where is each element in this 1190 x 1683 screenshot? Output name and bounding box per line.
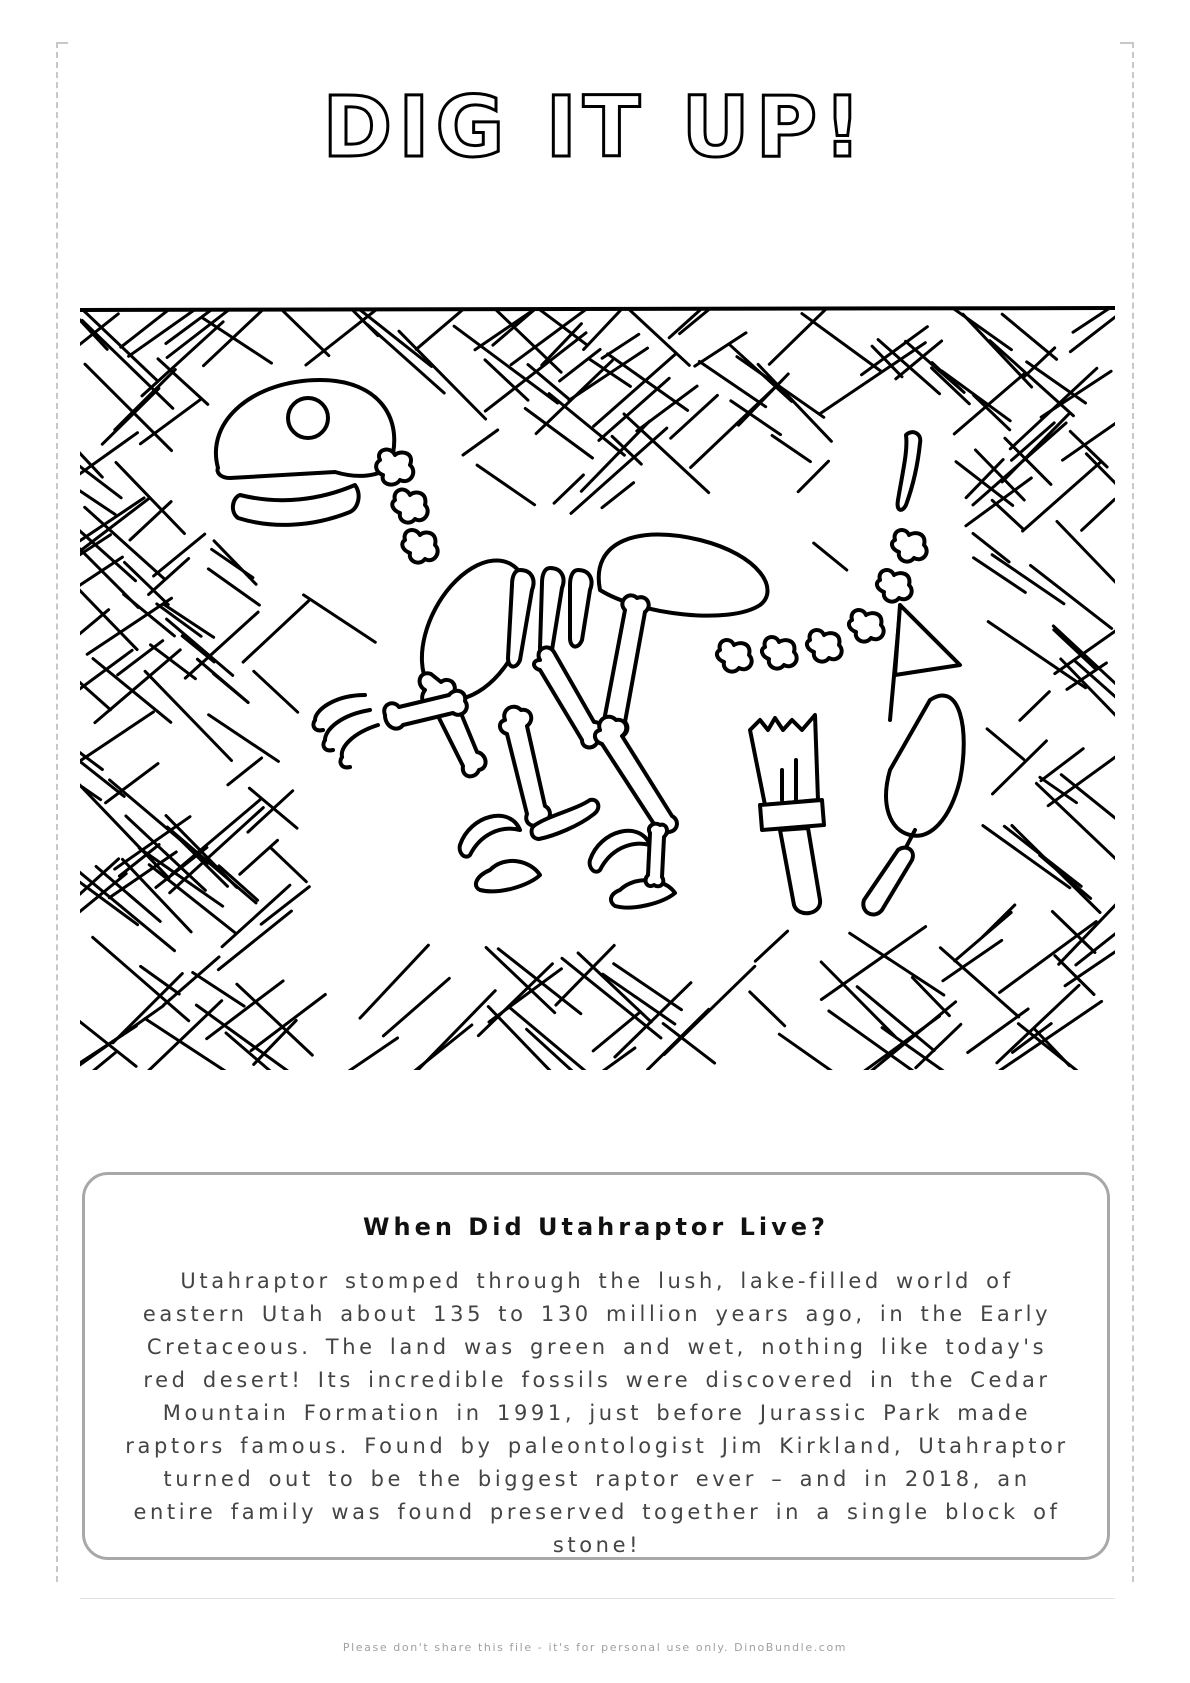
- hatch-stroke: [243, 601, 308, 662]
- hatch-stroke: [329, 1038, 398, 1070]
- hatch-stroke: [755, 931, 787, 961]
- hatch-stroke: [549, 394, 624, 456]
- hatch-stroke: [121, 300, 193, 347]
- hatch-stroke: [594, 353, 677, 426]
- cut-line-left: [56, 42, 58, 1582]
- footer-divider: [80, 1598, 1115, 1599]
- hatch-stroke: [739, 374, 789, 425]
- hatch-stroke: [1040, 855, 1091, 898]
- hatch-stroke: [554, 475, 583, 503]
- hatch-stroke: [172, 800, 260, 875]
- hatch-stroke: [399, 331, 486, 419]
- hatch-stroke: [1023, 462, 1102, 532]
- hatch-stroke: [772, 436, 810, 462]
- hatch-stroke: [992, 555, 1064, 604]
- hatch-stroke: [304, 595, 376, 642]
- hatch-stroke: [593, 1012, 640, 1051]
- hatch-stroke: [209, 715, 279, 762]
- hatch-stroke: [383, 978, 449, 1036]
- hatch-stroke: [579, 1048, 635, 1070]
- hatch-stroke: [1020, 692, 1049, 721]
- ground-line: [80, 308, 1115, 310]
- hatch-stroke: [154, 534, 205, 576]
- hatch-stroke: [973, 533, 1009, 562]
- hatch-stroke: [222, 885, 290, 947]
- hatch-stroke: [228, 758, 262, 785]
- footer-notice: Please don't share this file - it's for personal use only. DinoBundle.com: [342, 1641, 848, 1654]
- hatch-stroke: [983, 905, 1015, 937]
- paintbrush-icon: [750, 715, 824, 913]
- hatch-stroke: [1031, 565, 1112, 628]
- hatch-stroke: [821, 927, 925, 1000]
- hatch-stroke: [240, 840, 278, 874]
- hatch-stroke: [254, 671, 298, 712]
- hatch-stroke: [493, 300, 553, 345]
- hatch-stroke: [115, 370, 176, 430]
- hatch-stroke: [1082, 499, 1115, 530]
- hatch-stroke: [1036, 783, 1115, 868]
- dig-site-illustration: [80, 300, 1115, 1070]
- hatch-stroke: [80, 314, 118, 352]
- dinosaur-skeleton-icon: [216, 380, 927, 908]
- hatch-stroke: [779, 1034, 852, 1070]
- hatch-stroke: [602, 334, 639, 358]
- hatch-stroke: [974, 558, 1026, 593]
- hatch-stroke: [208, 569, 259, 605]
- info-body: Utahraptor stomped through the lush, lake-filled world of eastern Utah about 135 to 130 million years ago, in the Early Cretaceous. The land was green and wet, nothing like today's red desert! Its incredible fossils were discovered in the Cedar Mountain Formation in 1991, just before Jurassic Park made raptors famous. Found by paleontologist Jim Kirkland, Utahraptor turned out to be the biggest raptor ever – and in 2018, an entire family was found preserved together in a single block of stone!: [125, 1269, 1069, 1557]
- hatch-stroke: [954, 374, 1024, 434]
- hatch-stroke: [193, 973, 244, 1007]
- hatch-stroke: [990, 341, 1074, 416]
- hatch-stroke: [80, 498, 149, 576]
- cut-mark-top-right: [1120, 42, 1132, 44]
- hatch-stroke: [615, 983, 691, 1057]
- hatch-stroke: [680, 300, 724, 334]
- hatch-stroke: [80, 785, 169, 879]
- hatch-stroke: [542, 324, 582, 366]
- hatch-stroke: [1002, 314, 1056, 359]
- hatch-stroke: [80, 656, 111, 710]
- hatch-stroke: [750, 992, 785, 1026]
- info-box: [82, 1172, 1110, 1560]
- hatch-stroke: [669, 300, 714, 338]
- hatch-stroke: [1061, 775, 1115, 827]
- hatch-stroke: [988, 622, 1085, 688]
- hatch-stroke: [145, 671, 231, 760]
- hatch-stroke: [527, 1029, 600, 1070]
- hatch-stroke: [850, 933, 944, 995]
- hatch-stroke: [251, 995, 325, 1051]
- trowel-icon: [863, 695, 963, 914]
- hatch-stroke: [488, 1007, 576, 1070]
- hatch-stroke: [987, 729, 1024, 760]
- hatch-stroke: [271, 848, 307, 882]
- info-heading: When Did Utahraptor Live?: [363, 1213, 829, 1241]
- hatch-stroke: [602, 483, 634, 508]
- hatch-stroke: [509, 1007, 601, 1070]
- cut-line-right: [1132, 42, 1134, 1582]
- hatch-stroke: [664, 966, 755, 1054]
- hatch-stroke: [1018, 1024, 1077, 1070]
- hatch-stroke: [814, 543, 847, 570]
- hatch-stroke: [1048, 757, 1115, 806]
- hatch-stroke: [518, 300, 586, 344]
- hatch-stroke: [932, 363, 961, 390]
- hatch-stroke: [80, 1006, 163, 1070]
- hatch-stroke: [1057, 522, 1115, 611]
- hatch-stroke: [758, 364, 831, 441]
- hatch-stroke: [164, 957, 219, 1005]
- hatch-stroke: [599, 378, 669, 440]
- hatch-stroke: [248, 791, 293, 832]
- hatch-stroke: [158, 359, 208, 405]
- hatch-stroke: [83, 1052, 116, 1070]
- page-title: DIG IT UP!: [322, 78, 868, 176]
- hatch-stroke: [477, 465, 534, 505]
- hatch-stroke: [463, 430, 498, 455]
- hatch-stroke: [798, 461, 828, 492]
- hatch-stroke: [141, 966, 180, 994]
- cut-mark-top-left: [56, 42, 68, 44]
- hatch-stroke: [820, 343, 925, 414]
- hatch-stroke: [769, 306, 829, 364]
- hatch-stroke: [983, 826, 1070, 888]
- hatch-stroke: [80, 557, 122, 586]
- hatch-stroke: [695, 333, 746, 366]
- hatch-stroke: [80, 300, 157, 381]
